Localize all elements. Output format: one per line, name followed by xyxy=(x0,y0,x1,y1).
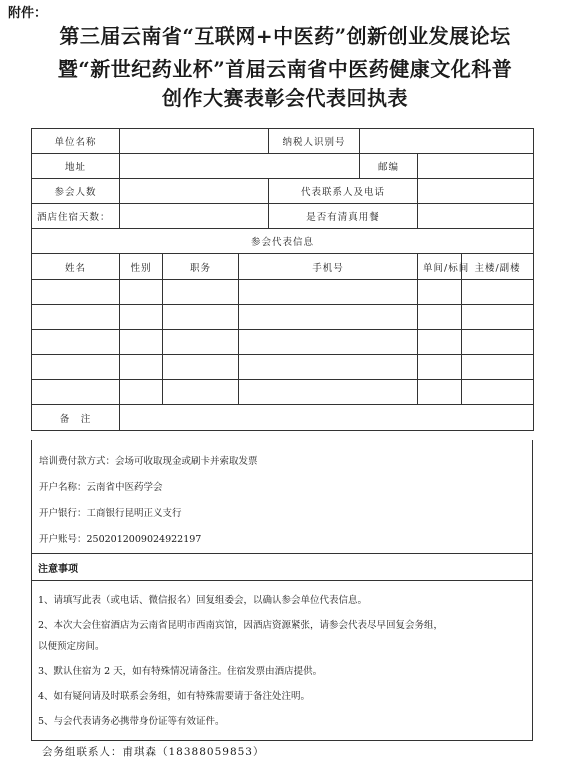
remarks-field[interactable] xyxy=(120,405,534,431)
phone-cell[interactable] xyxy=(239,330,418,355)
col-gender: 性别 xyxy=(120,254,163,280)
hotel-days-label: 酒店住宿天数： xyxy=(32,204,120,229)
payment-info xyxy=(31,440,533,554)
account-name: 开户名称：云南省中医药学会 xyxy=(39,482,163,493)
gender-cell[interactable] xyxy=(120,330,163,355)
postcode-field[interactable] xyxy=(418,154,534,179)
address-label: 地址 xyxy=(32,154,120,179)
notice-heading: 注意事项 xyxy=(31,554,533,581)
table-row xyxy=(32,380,534,405)
unit-name-field[interactable] xyxy=(120,129,269,154)
account-number: 开户账号：2502012009024922197 xyxy=(39,534,202,545)
notice-item: 2、本次大会住宿酒店为云南省昆明市西南宾馆，因酒店资源紧张，请参会代表尽早回复会务组， xyxy=(38,620,444,631)
building-cell[interactable] xyxy=(462,355,534,380)
attendees-field[interactable] xyxy=(120,179,269,204)
hotel-days-field[interactable] xyxy=(120,204,269,229)
title-line-1: 第三届云南省“互联网+中医药”创新创业发展论坛 xyxy=(59,24,511,48)
phone-cell[interactable] xyxy=(239,305,418,330)
col-room-type: 单间/标间 xyxy=(418,254,462,280)
name-cell[interactable] xyxy=(32,380,120,405)
building-cell[interactable] xyxy=(462,380,534,405)
col-phone: 手机号 xyxy=(239,254,418,280)
table-row xyxy=(32,305,534,330)
halal-label: 是否有清真用餐 xyxy=(269,204,418,229)
building-cell[interactable] xyxy=(462,280,534,305)
tax-id-field[interactable] xyxy=(360,129,534,154)
registration-form xyxy=(31,128,534,431)
tax-id-label: 纳税人识别号 xyxy=(269,129,360,154)
name-cell[interactable] xyxy=(32,330,120,355)
position-cell[interactable] xyxy=(163,355,239,380)
position-cell[interactable] xyxy=(163,380,239,405)
table-row xyxy=(32,355,534,380)
room-type-cell[interactable] xyxy=(418,280,462,305)
phone-cell[interactable] xyxy=(239,280,418,305)
bank-name: 开户银行：工商银行昆明正义支行 xyxy=(39,508,182,519)
postcode-label: 邮编 xyxy=(360,154,418,179)
phone-cell[interactable] xyxy=(239,380,418,405)
room-type-cell[interactable] xyxy=(418,330,462,355)
col-name: 姓名 xyxy=(32,254,120,280)
name-cell[interactable] xyxy=(32,305,120,330)
gender-cell[interactable] xyxy=(120,280,163,305)
building-cell[interactable] xyxy=(462,305,534,330)
col-position: 职务 xyxy=(163,254,239,280)
col-building: 主楼/副楼 xyxy=(462,254,534,280)
rep-contact-label: 代表联系人及电话 xyxy=(269,179,418,204)
rep-contact-field[interactable] xyxy=(418,179,534,204)
name-cell[interactable] xyxy=(32,355,120,380)
rep-info-heading: 参会代表信息 xyxy=(32,229,534,254)
gender-cell[interactable] xyxy=(120,305,163,330)
name-cell[interactable] xyxy=(32,280,120,305)
notice-item: 4、如有疑问请及时联系会务组，如有特殊需要请于备注处注明。 xyxy=(38,691,311,702)
phone-cell[interactable] xyxy=(239,355,418,380)
title-line-2: 暨“新世纪药业杯”首届云南省中医药健康文化科普 xyxy=(57,57,513,81)
notice-item: 5、与会代表请务必携带身份证等有效证件。 xyxy=(38,716,225,727)
notice-item: 3、默认住宿为 2 天，如有特殊情况请备注。住宿发票由酒店提供。 xyxy=(38,666,323,677)
notice-item: 以便预定房间。 xyxy=(38,641,105,652)
table-row xyxy=(32,280,534,305)
attendees-label: 参会人数 xyxy=(32,179,120,204)
gender-cell[interactable] xyxy=(120,355,163,380)
title-line-3: 创作大赛表彰会代表回执表 xyxy=(162,86,408,110)
position-cell[interactable] xyxy=(163,330,239,355)
halal-field[interactable] xyxy=(418,204,534,229)
table-row xyxy=(32,330,534,355)
payment-method: 培训费付款方式：会场可收取现金或刷卡并索取发票 xyxy=(39,456,258,467)
position-cell[interactable] xyxy=(163,305,239,330)
address-field[interactable] xyxy=(120,154,360,179)
room-type-cell[interactable] xyxy=(418,380,462,405)
position-cell[interactable] xyxy=(163,280,239,305)
notice-item: 1、请填写此表（或电话、微信报名）回复组委会，以确认参会单位代表信息。 xyxy=(38,595,368,606)
gender-cell[interactable] xyxy=(120,380,163,405)
room-type-cell[interactable] xyxy=(418,355,462,380)
remarks-label: 备 注 xyxy=(32,405,120,431)
attachment-label: 附件： xyxy=(8,6,48,21)
room-type-cell[interactable] xyxy=(418,305,462,330)
building-cell[interactable] xyxy=(462,330,534,355)
unit-name-label: 单位名称 xyxy=(32,129,120,154)
contact-person: 会务组联系人：甫琪森（18388059853） xyxy=(42,746,265,758)
notice-list xyxy=(31,581,533,741)
